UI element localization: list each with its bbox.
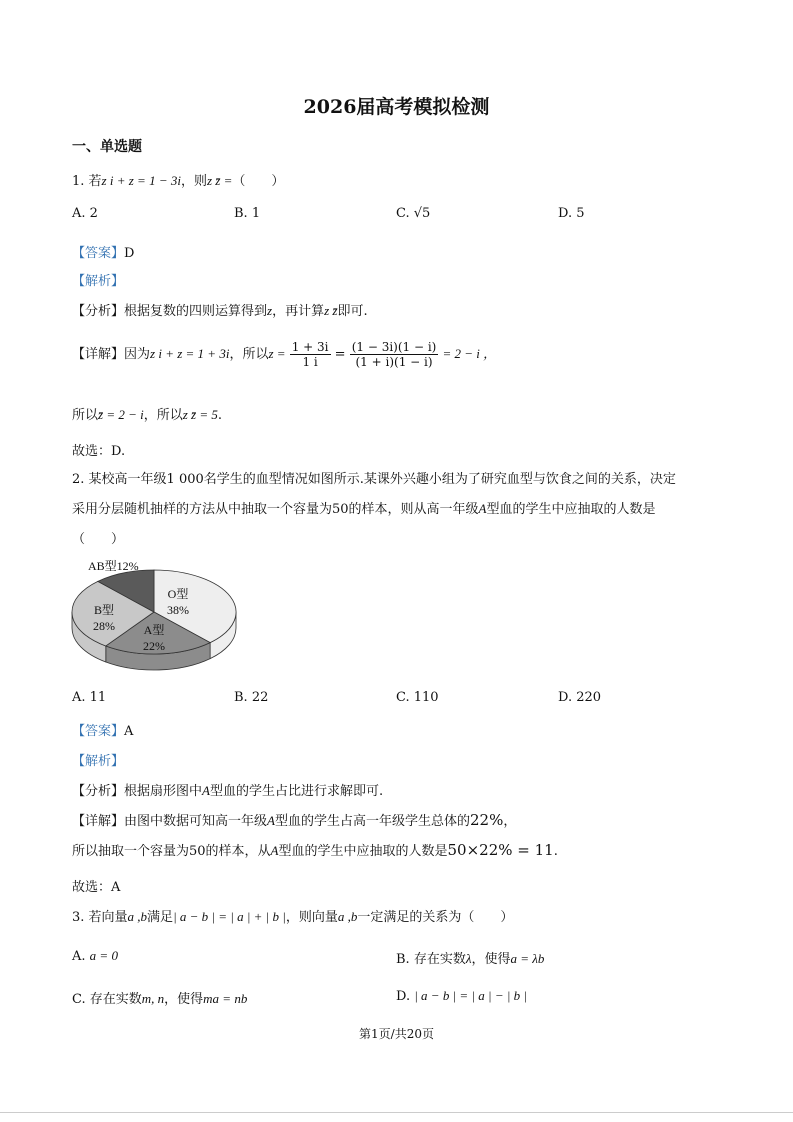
q3-optC-label: C. 存在实数 bbox=[72, 992, 142, 1007]
fenxi-tag: 【分析】 bbox=[72, 304, 125, 319]
pie-label-o-name: O型 bbox=[167, 587, 189, 601]
q3-optB-formula: a = λb bbox=[510, 951, 545, 966]
page-footer: 第1页/共20页 bbox=[359, 1027, 434, 1041]
pie-label-b-pct: 28% bbox=[93, 619, 115, 633]
q3-optB-mid: ，使得 bbox=[471, 952, 511, 967]
q2-option-b: B. 22 bbox=[234, 690, 269, 705]
q2-stem-line3: （ ） bbox=[72, 532, 125, 547]
q3-stem-cond: | a − b | = | a | + | b | bbox=[173, 909, 286, 924]
detail-tag: 【详解】 bbox=[72, 347, 125, 362]
q1-stem-formula: z i + z = 1 − 3i bbox=[101, 173, 181, 188]
q1-detail-z: z = bbox=[268, 346, 286, 361]
q1-line2-eq1: z̄ = 2 − i bbox=[98, 407, 144, 422]
q3-option-d bbox=[396, 988, 527, 1004]
q2-detail-text: 由图中数据可知高一年级 bbox=[124, 814, 268, 829]
detail-tag: 【详解】 bbox=[72, 814, 125, 829]
q3-option-b bbox=[396, 948, 544, 967]
q3-optD-label: D. bbox=[396, 989, 411, 1004]
pie-label-a-pct: 22% bbox=[143, 639, 165, 653]
q2-option-d: D. 220 bbox=[558, 690, 602, 705]
bottom-divider bbox=[0, 1112, 793, 1113]
q1-fenxi-text3: 即可. bbox=[337, 304, 368, 319]
q3-stem-suffix: 一定满足的关系为（ ） bbox=[357, 910, 514, 925]
fenxi-tag: 【分析】 bbox=[72, 784, 125, 799]
q2-option-a: A. 11 bbox=[72, 690, 107, 705]
q1-fenxi-text: 根据复数的四则运算得到 bbox=[124, 304, 268, 319]
pie-label-a-name: A型 bbox=[143, 623, 165, 637]
q1-detail-text2: ，所以 bbox=[229, 347, 269, 362]
q1-detail-result: = 2 − i ， bbox=[442, 346, 497, 361]
q3-option-c bbox=[72, 988, 247, 1007]
q1-stem-prefix: 1. 若 bbox=[72, 174, 102, 189]
q1-line2-prefix: 所以 bbox=[72, 408, 99, 423]
q2-line2-text: 型血的学生中应抽取的人数是 bbox=[278, 844, 448, 859]
q1-eq-sign: = bbox=[334, 347, 346, 362]
q1-fenxi-z: z bbox=[267, 303, 273, 318]
q1-option-c: C. √5 bbox=[396, 206, 431, 221]
q3-optA-label: A. bbox=[72, 949, 86, 964]
q1-detail-eq: z i + z = 1 + 3i bbox=[150, 346, 230, 361]
q2-stem-line1: 2. 某校高一年级1 000名学生的血型情况如图所示.某课外兴趣小组为了研究血型与饮食之间的关系，决定 bbox=[72, 472, 676, 487]
q3-optB-label: B. 存在实数 bbox=[396, 952, 466, 967]
pie-label-ab: AB型12% bbox=[88, 559, 139, 573]
q1-frac2-num: (1 − 3i)(1 − i) bbox=[351, 340, 437, 354]
q3-stem bbox=[72, 906, 513, 925]
q1-fenxi-zz: z z̄ bbox=[324, 303, 338, 318]
q3-optB-lambda: λ bbox=[465, 951, 472, 966]
q3-stem-mid: 满足 bbox=[147, 910, 174, 925]
q3-stem-mid2: ，则向量 bbox=[285, 910, 338, 925]
q3-optC-formula: ma = nb bbox=[203, 991, 248, 1006]
q2-detail-pct: 22% bbox=[470, 811, 504, 829]
q1-option-a: A. 2 bbox=[72, 206, 98, 221]
q2-line2-a: A bbox=[270, 843, 279, 858]
blood-type-pie-chart bbox=[68, 552, 244, 676]
q1-fenxi-text2: ，再计算 bbox=[272, 304, 325, 319]
q2-detail-text2: 型血的学生占高一年级学生总体的 bbox=[274, 814, 470, 829]
q3-optA-formula: a = 0 bbox=[89, 948, 118, 963]
q1-frac2-den: (1 + i)(1 − i) bbox=[355, 355, 433, 369]
q1-frac1-den: 1 i bbox=[302, 355, 318, 369]
q1-line2 bbox=[72, 404, 222, 423]
q3-stem-prefix: 3. 若向量 bbox=[72, 910, 128, 925]
q3-optC-mid: ，使得 bbox=[164, 992, 204, 1007]
q1-stem-suffix: （ ） bbox=[232, 174, 285, 189]
q2-stem-line2b: 型血的学生中应抽取的人数是 bbox=[486, 502, 656, 517]
answer-tag: 【答案】 bbox=[72, 246, 125, 261]
q3-optD-formula: | a − b | = | a | − | b | bbox=[414, 988, 527, 1003]
q3-stem-vecs2: a ,b bbox=[337, 909, 358, 924]
q2-line2-prefix: 所以抽取一个容量为50的样本，从 bbox=[72, 844, 271, 859]
q1-detail-text: 因为 bbox=[124, 347, 151, 362]
q1-answer-value: D bbox=[124, 246, 135, 261]
q1-frac1 bbox=[290, 340, 331, 369]
q2-stem-line2 bbox=[72, 498, 656, 517]
q1-choose: 故选：D. bbox=[72, 444, 126, 459]
q2-fenxi bbox=[72, 780, 383, 799]
q2-detail bbox=[72, 810, 516, 829]
section-heading: 一、单选题 bbox=[72, 139, 142, 155]
q2-fenxi-text2: 型血的学生占比进行求解即可. bbox=[209, 784, 384, 799]
q2-detail-end: ， bbox=[503, 814, 517, 829]
q1-fenxi bbox=[72, 300, 368, 319]
q2-choose: 故选：A bbox=[72, 880, 121, 895]
page-title: 2026届高考模拟检测 bbox=[303, 96, 490, 118]
q3-option-a bbox=[72, 948, 118, 964]
pie-label-o-pct: 38% bbox=[167, 603, 189, 617]
q1-frac1-num: 1 + 3i bbox=[291, 340, 329, 354]
q2-line2 bbox=[72, 840, 558, 859]
q1-option-b: B. 1 bbox=[234, 206, 261, 221]
q2-stem-a: A bbox=[478, 501, 487, 516]
q2-analysis-tag: 【解析】 bbox=[72, 754, 125, 769]
q1-stem-formula2: z z̄ = bbox=[206, 173, 233, 188]
q1-frac2 bbox=[350, 340, 439, 369]
q1-line2-eq2: z z̄ = 5 bbox=[182, 407, 218, 422]
q1-option-d: D. 5 bbox=[558, 206, 585, 221]
q2-stem-line2-text: 采用分层随机抽样的方法从中抽取一个容量为50的样本，则从高一年级 bbox=[72, 502, 479, 517]
answer-tag: 【答案】 bbox=[72, 724, 125, 739]
q1-stem-mid: ，则 bbox=[180, 174, 207, 189]
q2-answer bbox=[72, 720, 133, 739]
q1-stem bbox=[72, 170, 284, 189]
q1-answer bbox=[72, 242, 134, 261]
q2-line2-eq: 50×22% = 11 bbox=[447, 841, 554, 859]
q2-option-c: C. 110 bbox=[396, 690, 439, 705]
q3-optC-mn: m, n bbox=[141, 991, 165, 1006]
q1-line2-mid: ，所以 bbox=[143, 408, 183, 423]
q1-detail bbox=[72, 340, 496, 369]
q2-detail-a: A bbox=[267, 813, 275, 828]
q1-line2-end: . bbox=[217, 408, 223, 423]
pie-label-b-name: B型 bbox=[93, 603, 115, 617]
q2-answer-value: A bbox=[124, 724, 134, 739]
q2-fenxi-text: 根据扇形图中 bbox=[124, 784, 203, 799]
q2-line2-end: . bbox=[553, 844, 558, 859]
q1-analysis-tag: 【解析】 bbox=[72, 274, 125, 289]
q2-fenxi-a: A bbox=[202, 783, 210, 798]
q3-stem-vecs: a ,b bbox=[127, 909, 148, 924]
